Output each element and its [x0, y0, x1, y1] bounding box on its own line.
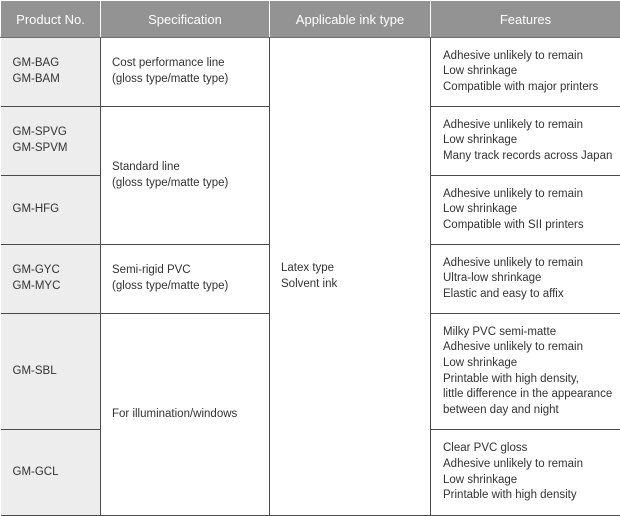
feature-text: Compatible with major printers: [443, 80, 620, 96]
product-cell: [1, 430, 101, 516]
ink-type-cell: [270, 38, 431, 516]
product-cell: [1, 176, 101, 245]
product-number: GM-HFG: [13, 202, 101, 218]
feature-text: Adhesive unlikely to remain: [443, 256, 620, 272]
feature-text: Low shrinkage: [443, 473, 620, 489]
product-number: GM-GCL: [13, 465, 101, 481]
feature-text: Compatible with SII printers: [443, 218, 620, 234]
product-cell: [1, 38, 101, 107]
specification-cell: [101, 245, 270, 314]
feature-text: Printable with high density,: [443, 372, 620, 388]
feature-text: Printable with high density: [443, 488, 620, 504]
features-cell: [431, 38, 620, 107]
product-number: GM-GYC: [13, 263, 101, 279]
feature-text: Adhesive unlikely to remain: [443, 457, 620, 473]
feature-text: Adhesive unlikely to remain: [443, 187, 620, 203]
product-number: GM-SPVM: [13, 141, 101, 157]
features-cell: [431, 430, 620, 516]
specification-text: For illumination/windows: [112, 407, 269, 423]
feature-text: Clear PVC gloss: [443, 441, 620, 457]
feature-text: Many track records across Japan: [443, 149, 620, 165]
product-number: GM-SPVG: [13, 125, 101, 141]
specification-cell: [101, 107, 270, 245]
specification-text: Cost performance line: [112, 56, 269, 72]
features-cell: [431, 245, 620, 314]
feature-text: Ultra-low shrinkage: [443, 271, 620, 287]
header-row: [1, 1, 620, 38]
specification-cell: [101, 38, 270, 107]
feature-text: Low shrinkage: [443, 133, 620, 149]
product-cell: [1, 314, 101, 430]
feature-text: Adhesive unlikely to remain: [443, 340, 620, 356]
features-cell: [431, 107, 620, 176]
product-number: GM-MYC: [13, 279, 101, 295]
features-cell: [431, 314, 620, 430]
feature-text: Low shrinkage: [443, 64, 620, 80]
product-number: GM-SBL: [13, 364, 101, 380]
ink-type-text: Latex type: [281, 261, 430, 277]
specification-text: Standard line: [112, 160, 269, 176]
product-number: GM-BAM: [13, 72, 101, 88]
feature-text: Low shrinkage: [443, 356, 620, 372]
feature-text: Adhesive unlikely to remain: [443, 118, 620, 134]
feature-text: Milky PVC semi-matte: [443, 325, 620, 341]
features-cell: [431, 176, 620, 245]
specification-text: (gloss type/matte type): [112, 176, 269, 192]
feature-text: Elastic and easy to affix: [443, 287, 620, 303]
table-row: [1, 38, 620, 107]
ink-type-text: Solvent ink: [281, 277, 430, 293]
feature-text: between day and night: [443, 403, 620, 419]
specification-cell: [101, 314, 270, 516]
header-ink-type: Applicable ink type: [270, 1, 431, 38]
product-number: GM-BAG: [13, 56, 101, 72]
specification-text: Semi-rigid PVC: [112, 263, 269, 279]
feature-text: Low shrinkage: [443, 202, 620, 218]
feature-text: little difference in the appearance: [443, 387, 620, 403]
product-cell: [1, 245, 101, 314]
feature-text: Adhesive unlikely to remain: [443, 49, 620, 65]
header-specification: Specification: [101, 1, 270, 38]
specification-text: (gloss type/matte type): [112, 279, 269, 295]
header-product-no: Product No.: [1, 1, 101, 38]
header-features: Features: [431, 1, 620, 38]
product-cell: [1, 107, 101, 176]
specification-text: (gloss type/matte type): [112, 72, 269, 88]
